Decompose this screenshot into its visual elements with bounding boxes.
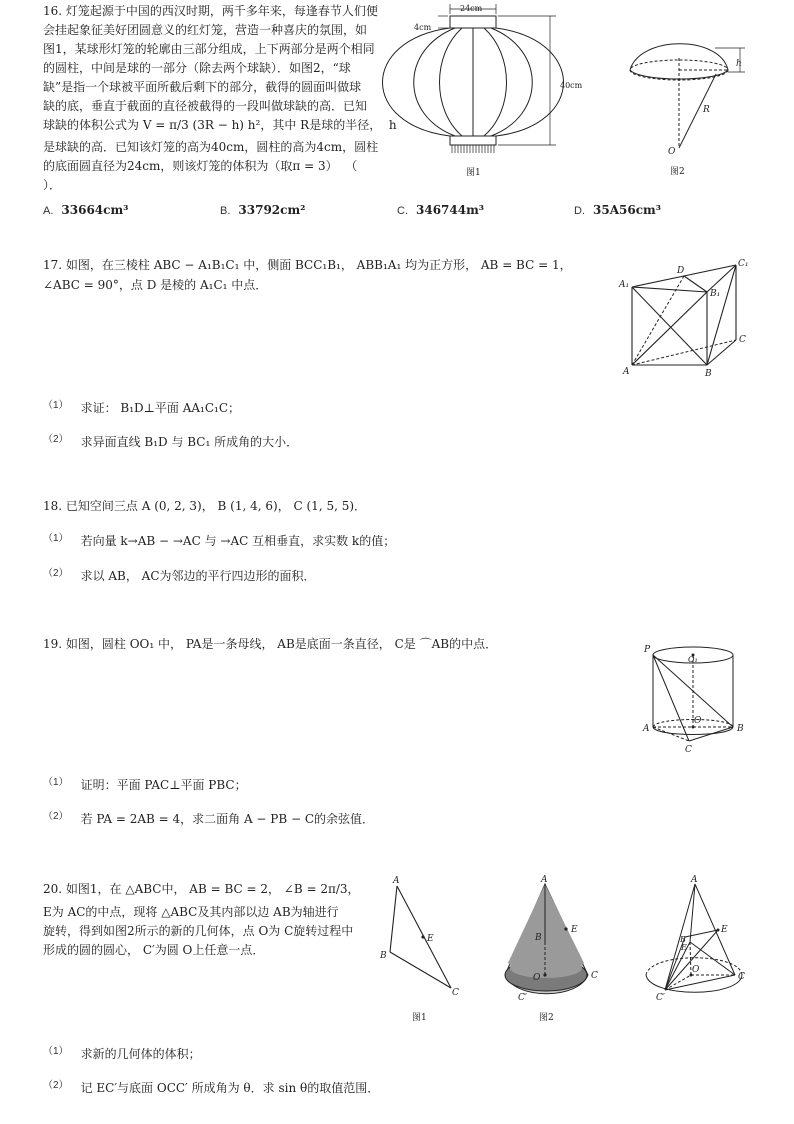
q19-label-P: P: [644, 645, 651, 655]
option-label: C.: [397, 205, 408, 217]
q20-fig1-B: B: [380, 951, 387, 961]
q16-line-6: 缺的底，垂直于截面的直径被截得的一段叫做球缺的高．已知: [43, 99, 368, 113]
q17-label-B1: B₁: [710, 289, 721, 299]
sub-text: 求证： B₁D⊥平面 AA₁C₁C；: [80, 401, 241, 415]
q20-fig2-C-prime: C′: [518, 993, 527, 1003]
q20-fig2-C: C: [591, 971, 598, 981]
q16-line-8: 是球缺的高．已知该灯笼的高为40cm，圆柱的高为4cm，圆柱: [43, 140, 379, 154]
q20-fig1-E: E: [427, 934, 434, 944]
q19-label-A: A: [643, 724, 650, 734]
q16-fig1-height: 40cm: [560, 81, 583, 90]
sub-number: （1）: [43, 1046, 69, 1057]
sub-text: 求异面直线 B₁D 与 BC₁ 所成角的大小．: [80, 435, 299, 449]
q19-label-C: C: [685, 745, 692, 755]
q16-line-10: ）．: [43, 178, 62, 192]
q20-fig2-O: O: [533, 973, 541, 983]
q20-fig2-B: B: [535, 933, 542, 943]
sub-text: 求新的几何体的体积；: [80, 1047, 201, 1061]
q18-title: 18. 已知空间三点 A (0, 2, 3)， B (1, 4, 6)， C (1, 5, 5)．: [43, 499, 367, 513]
q20-sub-1: [43, 1045, 201, 1062]
q17-label-B: B: [705, 369, 712, 379]
q20-fig2-A: A: [541, 875, 548, 885]
q17-label-C: C: [739, 335, 746, 345]
q17-label-D: D: [677, 266, 685, 276]
option-value: 33792cm²: [238, 203, 306, 217]
q19-label-O: O: [694, 716, 702, 726]
q20-fig1-A: A: [393, 876, 400, 886]
q20-fig3-E-inner: E: [681, 943, 687, 952]
q20-fig1-caption: 图1: [412, 1013, 427, 1023]
sub-text: 记 EC′与底面 OCC′ 所成角为 θ．求 sin θ的取值范围．: [80, 1081, 380, 1095]
sub-text: 求以 AB， AC为邻边的平行四边形的面积．: [80, 569, 316, 583]
q17-label-A: A: [623, 367, 630, 377]
option-value: 346744m³: [416, 203, 485, 217]
q16-line-3: 图1，某球形灯笼的轮廓由三部分组成，上下两部分是两个相同: [43, 42, 375, 56]
q16-fig1-caption: 图1: [466, 168, 481, 178]
q20-fig3-A: A: [691, 875, 698, 885]
sub-number: （1）: [43, 533, 69, 544]
sub-text: 若向量 k→AB − →AC 与 →AC 互相垂直，求实数 k的值；: [80, 534, 396, 548]
q20-line-1: 20. 如图1，在 △ABC中， AB = BC = 2， ∠B = 2π/3，: [43, 882, 360, 896]
q16-fig1-top-width: 24cm: [460, 4, 483, 13]
option-value: 35A56cm³: [593, 203, 661, 217]
q20-fig3-E: E: [721, 925, 728, 935]
q17-label-C1: C₁: [738, 259, 749, 269]
q16-fig2-R: R: [703, 105, 710, 115]
q20-fig1-C: C: [452, 988, 459, 998]
q20-line-4: 形成的圆的圆心， C′为圆 O上任意一点．: [43, 943, 265, 957]
q16-line-2: 会挂起象征美好团圆意义的红灯笼，营造一种喜庆的氛围，如: [43, 23, 368, 37]
sub-number: （2）: [43, 434, 69, 445]
q16-fig2-O: O: [668, 147, 676, 157]
q16-line-7: 球缺的体积公式为 V = π/3 (3R − h) h²，其中 R是球的半径， h: [43, 118, 397, 132]
option-label: A.: [43, 205, 54, 217]
q16-fig1-cyl-height: 4cm: [414, 23, 432, 32]
sub-number: （2）: [43, 811, 69, 822]
q16-line-4: 的圆柱，中间是球的一部分（除去两个球缺）．如图2，“球: [43, 61, 351, 75]
q20-fig3-C-prime: C′: [656, 993, 665, 1003]
q16-line-5: 缺”是指一个球被平面所截后剩下的部分，截得的圆面叫做球: [43, 80, 362, 94]
q16-line-9: 的底面圆直径为24cm，则该灯笼的体积为（取π = 3） （: [43, 159, 358, 173]
option-label: B.: [220, 205, 231, 217]
q16-line-1: 16. 灯笼起源于中国的西汉时期，两千多年来，每逢春节人们便: [43, 4, 378, 18]
q17-label-A1: A₁: [619, 280, 630, 290]
q17-title: 17. 如图，在三棱柱 ABC − A₁B₁C₁ 中，侧面 BCC₁B₁， ABB₁A₁ 均为正方形， AB = BC = 1，: [43, 258, 572, 272]
sub-text: 证明：平面 PAC⊥平面 PBC；: [80, 778, 247, 792]
q20-fig3-O: O: [692, 965, 700, 975]
sub-number: （1）: [43, 777, 69, 788]
sub-number: （1）: [43, 400, 69, 411]
q16-fig2-h: h: [736, 59, 742, 69]
option-label: D.: [574, 205, 585, 217]
sub-number: （2）: [43, 568, 69, 579]
sub-number: （2）: [43, 1080, 69, 1091]
q20-sub-2: [43, 1079, 379, 1096]
q16-fig2-caption: 图2: [670, 167, 685, 177]
option-value: 33664cm³: [61, 203, 129, 217]
q17-title-2: ∠ABC = 90°，点 D 是棱的 A₁C₁ 中点．: [43, 278, 268, 292]
q20-fig2-caption: 图2: [539, 1013, 554, 1023]
sub-text: 若 PA = 2AB = 4，求二面角 A − PB − C的余弦值．: [80, 812, 375, 826]
q20-fig2-E: E: [571, 925, 578, 935]
q20-line-3: 旋转，得到如图2所示的新的几何体，点 O为 C旋转过程中: [43, 924, 354, 938]
q20-fig3-C: C: [738, 972, 745, 982]
q19-label-B: B: [737, 724, 744, 734]
q20-line-2: E为 AC的中点，现将 △ABC及其内部以边 AB为轴进行: [43, 905, 339, 919]
q19-title: 19. 如图，圆柱 OO₁ 中， PA是一条母线， AB是底面一条直径， C是 ⌒AB的中点．: [43, 637, 498, 651]
q20-fig3-B: B: [680, 935, 686, 944]
q19-label-O1: O₁: [688, 655, 698, 664]
